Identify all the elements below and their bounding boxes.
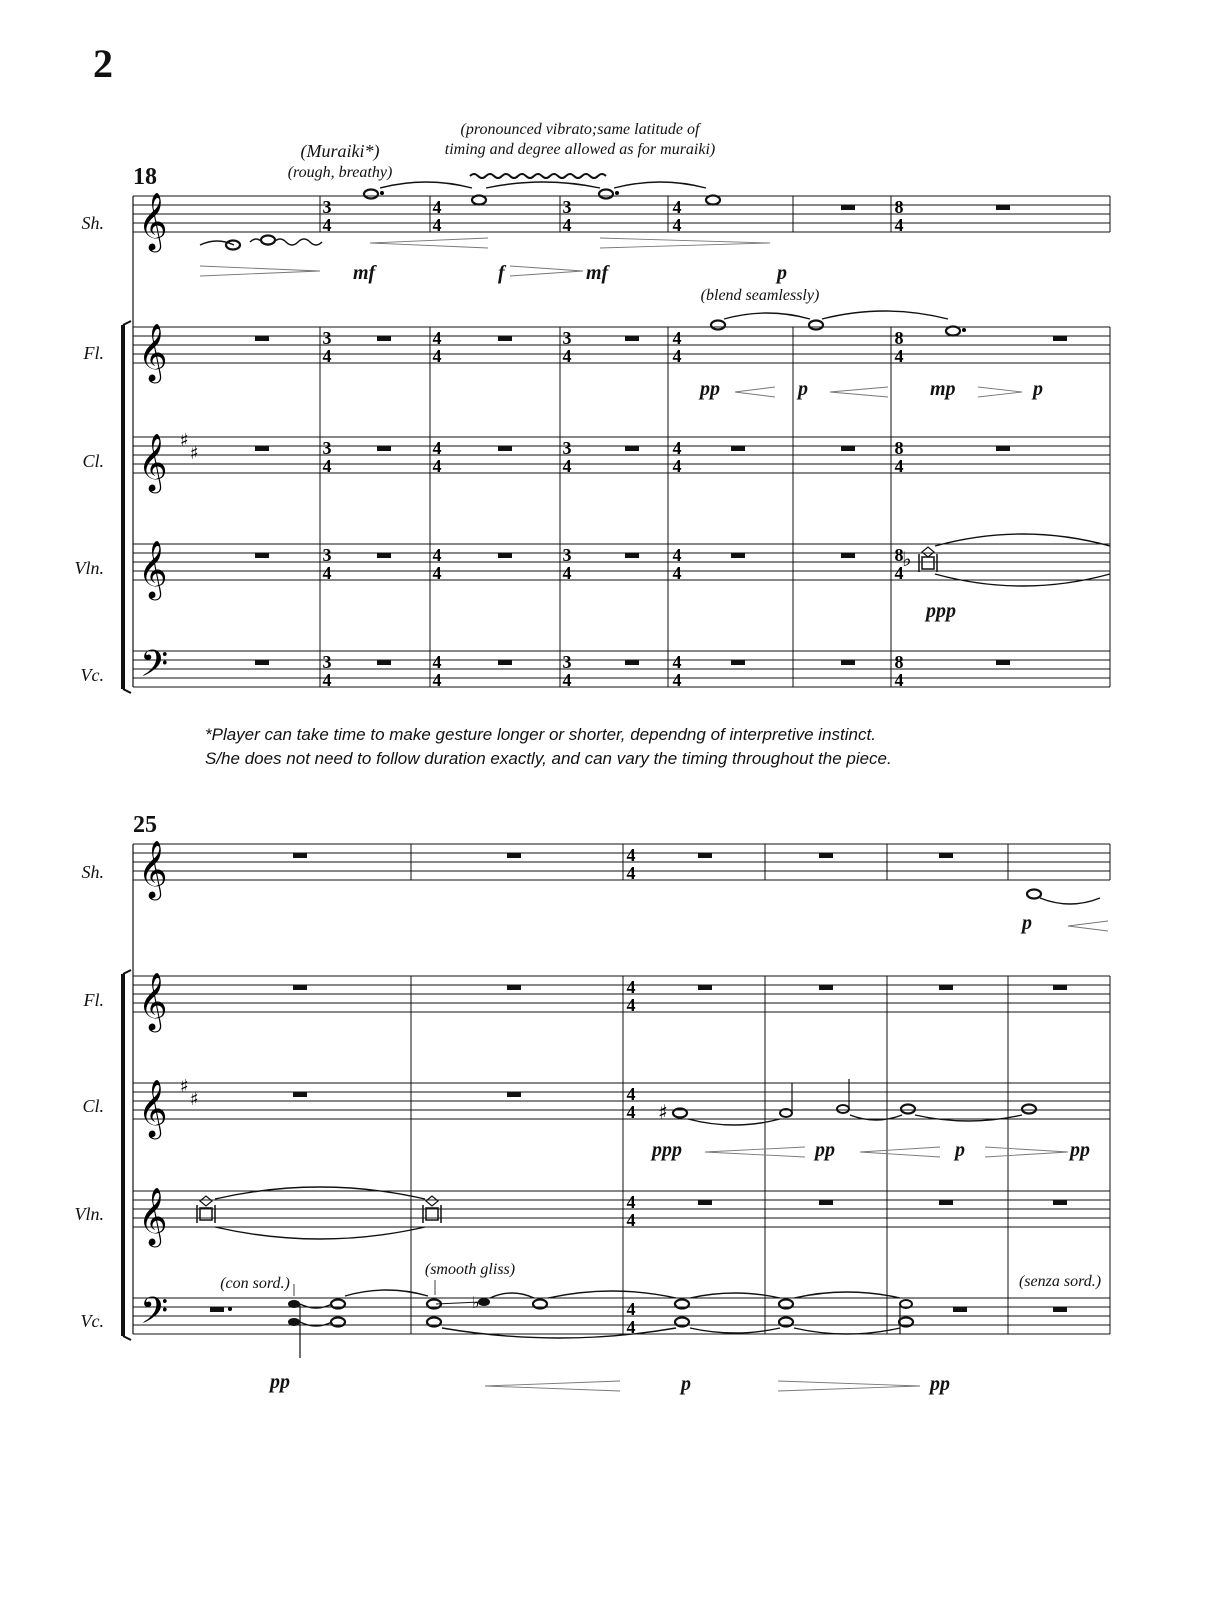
treble-clef: 𝄞 xyxy=(138,1187,168,1245)
time-signature: 4 xyxy=(432,328,442,348)
tie xyxy=(794,1292,900,1298)
time-signature: 4 xyxy=(672,215,682,235)
time-signature: 4 xyxy=(322,563,332,583)
dynamic-mark: p xyxy=(955,1139,965,1161)
whole-rest xyxy=(698,1200,712,1205)
instrument-label-cello: Vc. xyxy=(80,665,104,685)
sharp-sign: ♯ xyxy=(658,1100,668,1124)
time-signature: 4 xyxy=(672,652,682,672)
dotted-half-rest xyxy=(210,1307,224,1312)
whole-note xyxy=(946,327,960,336)
vibrato-instruction-2: timing and degree allowed as for muraiki) xyxy=(444,141,716,158)
whole-rest xyxy=(939,853,953,858)
dynamic-mark: pp xyxy=(1070,1139,1090,1161)
decrescendo-hairpin xyxy=(600,243,770,248)
dynamic-mark: pp xyxy=(930,1373,950,1395)
time-signature: 3 xyxy=(562,197,572,217)
note-head xyxy=(478,1298,490,1306)
time-signature: 4 xyxy=(626,1299,636,1319)
decrescendo-hairpin xyxy=(978,387,1022,392)
time-signature: 4 xyxy=(432,456,442,476)
time-signature: 4 xyxy=(672,670,682,690)
whole-rest xyxy=(255,553,269,558)
dynamic-mark: pp xyxy=(815,1139,835,1161)
time-signature: 8 xyxy=(894,197,904,217)
time-signature: 4 xyxy=(562,215,572,235)
bass-clef: 𝄢 xyxy=(140,643,169,694)
key-signature-sharp: ♯ xyxy=(180,430,189,451)
crescendo-hairpin xyxy=(860,1147,940,1152)
time-signature: 4 xyxy=(894,346,904,366)
whole-rest xyxy=(841,553,855,558)
treble-clef: 𝄞 xyxy=(138,972,168,1030)
whole-rest xyxy=(841,205,855,210)
page-number: 2 xyxy=(93,41,113,86)
whole-rest xyxy=(377,446,391,451)
whole-note xyxy=(1027,890,1041,899)
senza-sordino-marking: (senza sord.) xyxy=(1018,1273,1102,1290)
whole-rest xyxy=(698,853,712,858)
dynamic-mark: ppp xyxy=(926,600,956,622)
tie xyxy=(490,1293,534,1298)
time-signature: 3 xyxy=(562,652,572,672)
whole-rest xyxy=(498,446,512,451)
time-signature: 4 xyxy=(626,1210,636,1230)
dynamic-mark: p xyxy=(1033,378,1043,400)
measure-number-18: 18 xyxy=(133,164,157,190)
measure-number-25: 25 xyxy=(133,812,157,838)
time-signature: 4 xyxy=(562,670,572,690)
whole-rest xyxy=(293,1092,307,1097)
time-signature: 4 xyxy=(562,346,572,366)
time-signature: 4 xyxy=(626,1084,636,1104)
treble-clef: 𝄞 xyxy=(138,1079,168,1137)
time-signature: 8 xyxy=(894,438,904,458)
whole-rest xyxy=(625,446,639,451)
whole-rest xyxy=(498,553,512,558)
whole-rest xyxy=(819,985,833,990)
tie xyxy=(345,1290,428,1296)
key-signature-sharp: ♯ xyxy=(180,1076,189,1097)
whole-note xyxy=(599,190,613,199)
time-signature: 4 xyxy=(432,346,442,366)
vibrato-line xyxy=(470,174,606,178)
smooth-gliss-marking: (smooth gliss) xyxy=(424,1261,516,1278)
time-signature: 4 xyxy=(626,977,636,997)
augmentation-dot xyxy=(228,1307,232,1311)
time-signature: 4 xyxy=(672,197,682,217)
whole-rest xyxy=(498,336,512,341)
harmonic-note xyxy=(922,557,934,569)
whole-rest xyxy=(1053,336,1067,341)
con-sordino-marking: (con sord.) xyxy=(220,1275,290,1292)
whole-rest xyxy=(1053,1307,1067,1312)
time-signature: 4 xyxy=(894,215,904,235)
tie xyxy=(690,1293,780,1298)
whole-rest xyxy=(255,336,269,341)
crescendo-hairpin xyxy=(705,1147,805,1152)
tie xyxy=(442,1328,676,1338)
time-signature: 8 xyxy=(894,328,904,348)
time-signature: 4 xyxy=(432,545,442,565)
crescendo-hairpin xyxy=(860,1152,940,1157)
tie xyxy=(1040,898,1100,904)
whole-note xyxy=(706,196,720,205)
time-signature: 4 xyxy=(626,1192,636,1212)
whole-rest xyxy=(996,660,1010,665)
dynamic-mark: pp xyxy=(270,1371,290,1393)
whole-rest xyxy=(255,446,269,451)
flat-sign: ♭ xyxy=(472,1293,480,1312)
whole-rest xyxy=(841,660,855,665)
whole-rest xyxy=(939,1200,953,1205)
whole-rest xyxy=(377,660,391,665)
time-signature: 3 xyxy=(562,545,572,565)
harmonic-diamond xyxy=(922,547,934,557)
crescendo-hairpin xyxy=(830,392,888,397)
time-signature: 4 xyxy=(322,456,332,476)
dynamic-mark: p xyxy=(777,262,787,284)
treble-clef: 𝄞 xyxy=(138,323,168,381)
whole-note xyxy=(364,190,378,199)
whole-rest xyxy=(731,553,745,558)
decrescendo-hairpin xyxy=(778,1381,920,1386)
whole-rest xyxy=(293,985,307,990)
time-signature: 3 xyxy=(322,438,332,458)
crescendo-hairpin xyxy=(735,387,775,392)
dynamic-mark: pp xyxy=(700,378,720,400)
time-signature: 4 xyxy=(562,456,572,476)
blend-instruction: (blend seamlessly) xyxy=(700,287,820,304)
dynamic-mark: p xyxy=(681,1373,691,1395)
time-signature: 4 xyxy=(626,863,636,883)
muraiki-marking: (Muraiki*) xyxy=(300,141,380,161)
tie xyxy=(548,1291,676,1298)
flat-sign: ♭ xyxy=(902,547,912,571)
whole-note xyxy=(711,321,725,330)
footnote-line-1: *Player can take time to make gesture longer or shorter, dependng of interpretive instinct. xyxy=(205,725,876,744)
whole-rest xyxy=(377,553,391,558)
tie xyxy=(724,313,810,319)
instrument-label-clarinet: Cl. xyxy=(82,451,104,471)
whole-rest xyxy=(939,985,953,990)
time-signature: 8 xyxy=(894,545,904,565)
instrument-label-shakuhachi: Sh. xyxy=(81,213,104,233)
instrument-label-cello: Vc. xyxy=(80,1311,104,1331)
time-signature: 3 xyxy=(322,545,332,565)
whole-rest xyxy=(996,205,1010,210)
key-signature-sharp: ♯ xyxy=(190,1089,199,1110)
augmentation-dot xyxy=(962,328,966,332)
time-signature: 4 xyxy=(432,197,442,217)
crescendo-hairpin xyxy=(485,1386,620,1391)
time-signature: 3 xyxy=(322,652,332,672)
treble-clef: 𝄞 xyxy=(138,540,168,598)
whole-rest xyxy=(498,660,512,665)
tie xyxy=(486,182,600,188)
decrescendo-hairpin xyxy=(978,392,1022,397)
augmentation-dot xyxy=(380,191,384,195)
bracket xyxy=(123,321,131,325)
treble-clef: 𝄞 xyxy=(138,192,168,250)
whole-rest xyxy=(507,853,521,858)
whole-rest xyxy=(819,1200,833,1205)
tie xyxy=(215,1227,425,1239)
time-signature: 4 xyxy=(626,995,636,1015)
crescendo-hairpin xyxy=(705,1152,805,1157)
time-signature: 4 xyxy=(894,563,904,583)
time-signature: 4 xyxy=(432,670,442,690)
crescendo-hairpin xyxy=(830,387,888,392)
dynamic-mark: ppp xyxy=(652,1139,682,1161)
dynamic-mark: p xyxy=(1022,912,1032,934)
crescendo-hairpin xyxy=(370,238,488,243)
whole-rest xyxy=(377,336,391,341)
dynamic-mark: p xyxy=(798,378,808,400)
whole-rest xyxy=(507,1092,521,1097)
dynamic-mark: mp xyxy=(930,378,956,400)
treble-clef: 𝄞 xyxy=(138,433,168,491)
instrument-label-violin: Vln. xyxy=(74,1204,104,1224)
harmonic-diamond xyxy=(426,1196,438,1206)
whole-rest xyxy=(953,1307,967,1312)
time-signature: 3 xyxy=(322,328,332,348)
time-signature: 4 xyxy=(672,438,682,458)
whole-rest xyxy=(731,660,745,665)
whole-rest xyxy=(819,853,833,858)
time-signature: 8 xyxy=(894,652,904,672)
crescendo-hairpin xyxy=(485,1381,620,1386)
whole-rest xyxy=(996,446,1010,451)
time-signature: 3 xyxy=(562,438,572,458)
tie xyxy=(690,1328,780,1333)
decrescendo-hairpin xyxy=(985,1147,1068,1152)
harmonic-diamond xyxy=(200,1196,212,1206)
dynamic-mark: mf xyxy=(353,262,376,284)
whole-rest xyxy=(1053,1200,1067,1205)
time-signature: 4 xyxy=(322,346,332,366)
time-signature: 4 xyxy=(894,670,904,690)
time-signature: 4 xyxy=(672,545,682,565)
time-signature: 4 xyxy=(672,328,682,348)
bracket xyxy=(123,970,131,974)
instrument-label-shakuhachi: Sh. xyxy=(81,862,104,882)
crescendo-hairpin xyxy=(1068,926,1108,931)
tie xyxy=(688,1119,780,1125)
whole-rest xyxy=(698,985,712,990)
decrescendo-hairpin xyxy=(200,271,320,276)
time-signature: 4 xyxy=(894,456,904,476)
tie xyxy=(215,1187,425,1199)
time-signature: 4 xyxy=(626,845,636,865)
time-signature: 4 xyxy=(432,652,442,672)
crescendo-hairpin xyxy=(735,392,775,397)
decrescendo-hairpin xyxy=(985,1152,1068,1157)
time-signature: 4 xyxy=(626,1102,636,1122)
bass-clef: 𝄢 xyxy=(140,1290,169,1341)
bracket xyxy=(123,1336,131,1340)
note-head xyxy=(288,1318,300,1326)
time-signature: 4 xyxy=(322,215,332,235)
time-signature: 4 xyxy=(432,438,442,458)
instrument-label-flute: Fl. xyxy=(83,990,104,1010)
footnote-line-2: S/he does not need to follow duration exactly, and can vary the timing throughout the piece. xyxy=(205,749,892,768)
time-signature: 4 xyxy=(626,1317,636,1337)
whole-rest xyxy=(625,660,639,665)
time-signature: 4 xyxy=(432,215,442,235)
instrument-label-violin: Vln. xyxy=(74,558,104,578)
tie xyxy=(614,182,706,188)
whole-rest xyxy=(731,446,745,451)
decrescendo-hairpin xyxy=(200,266,320,271)
crescendo-hairpin xyxy=(1068,921,1108,926)
half-note xyxy=(837,1105,849,1113)
instrument-label-flute: Fl. xyxy=(83,343,104,363)
time-signature: 4 xyxy=(672,563,682,583)
time-signature: 4 xyxy=(672,346,682,366)
whole-rest xyxy=(507,985,521,990)
whole-note xyxy=(901,1105,915,1114)
whole-note xyxy=(809,321,823,330)
whole-rest xyxy=(255,660,269,665)
whole-rest xyxy=(625,553,639,558)
time-signature: 4 xyxy=(432,563,442,583)
decrescendo-hairpin xyxy=(510,271,583,276)
crescendo-hairpin xyxy=(370,243,488,248)
time-signature: 3 xyxy=(322,197,332,217)
muraiki-description: (rough, breathy) xyxy=(287,164,393,181)
whole-rest xyxy=(1053,985,1067,990)
tie xyxy=(915,1115,1022,1121)
whole-rest xyxy=(625,336,639,341)
decrescendo-hairpin xyxy=(510,266,583,271)
whole-rest xyxy=(841,446,855,451)
key-signature-sharp: ♯ xyxy=(190,443,199,464)
decrescendo-hairpin xyxy=(778,1386,920,1391)
whole-note xyxy=(472,196,486,205)
tie xyxy=(794,1328,900,1334)
tie xyxy=(822,311,948,319)
time-signature: 4 xyxy=(672,456,682,476)
whole-rest xyxy=(293,853,307,858)
decrescendo-hairpin xyxy=(600,238,770,243)
whole-note xyxy=(1022,1105,1036,1114)
time-signature: 4 xyxy=(562,563,572,583)
instrument-label-clarinet: Cl. xyxy=(82,1096,104,1116)
vibrato-instruction-1: (pronounced vibrato;same latitude of xyxy=(460,121,700,138)
bracket xyxy=(123,689,131,693)
time-signature: 4 xyxy=(322,670,332,690)
augmentation-dot xyxy=(615,191,619,195)
treble-clef: 𝄞 xyxy=(138,840,168,898)
dynamic-mark: mf xyxy=(586,262,609,284)
whole-note xyxy=(261,236,275,245)
dynamic-mark: f xyxy=(498,262,505,284)
note-head xyxy=(288,1300,300,1308)
time-signature: 3 xyxy=(562,328,572,348)
